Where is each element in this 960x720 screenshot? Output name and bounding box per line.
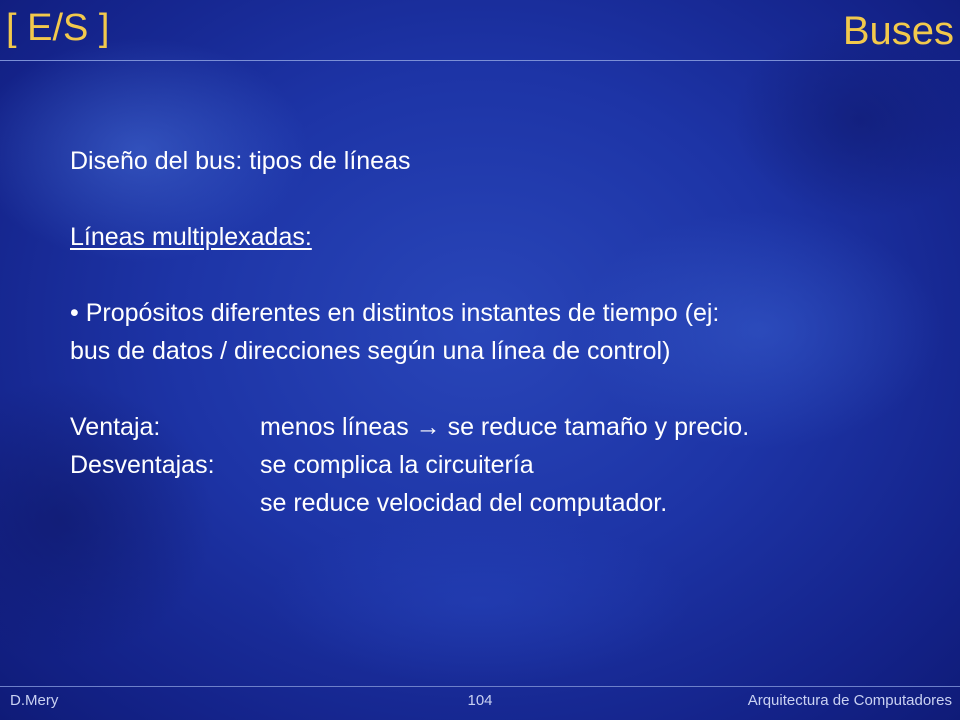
- advantage-label: Ventaja:: [70, 413, 161, 441]
- disadvantage-row-1: [70, 446, 930, 484]
- disadvantage-row-2: [70, 484, 930, 522]
- footer-divider: [0, 686, 960, 687]
- section-tag: [ E/S ]: [6, 7, 110, 49]
- disadvantage-text-1: se complica la circuitería: [260, 451, 534, 479]
- disadvantage-text-2: se reduce velocidad del computador.: [260, 489, 668, 517]
- spacer: [70, 370, 930, 408]
- advantage-row: [70, 408, 930, 446]
- disadvantages-label: Desventajas:: [70, 451, 215, 479]
- slide-header: [0, 0, 960, 60]
- body-heading: Diseño del bus: tipos de líneas: [70, 147, 411, 175]
- spacer: [70, 256, 930, 294]
- footer-course: Arquitectura de Computadores: [747, 692, 952, 709]
- slide-title: Buses: [842, 9, 954, 53]
- multiplexed-lines-label: Líneas multiplexadas:: [70, 223, 312, 251]
- bullet-line-2: bus de datos / direcciones según una línea de control): [70, 337, 671, 365]
- advantage-text: menos líneas → se reduce tamaño y precio.: [260, 413, 750, 441]
- spacer: [70, 180, 930, 218]
- header-divider: [0, 60, 960, 61]
- footer-author: D.Mery: [10, 692, 59, 709]
- body-subheading: [70, 218, 930, 256]
- bullet-line-1: • Propósitos diferentes en distintos instantes de tiempo (ej:: [70, 299, 720, 327]
- slide-body: [70, 142, 930, 522]
- footer-page-number: 104: [467, 692, 493, 709]
